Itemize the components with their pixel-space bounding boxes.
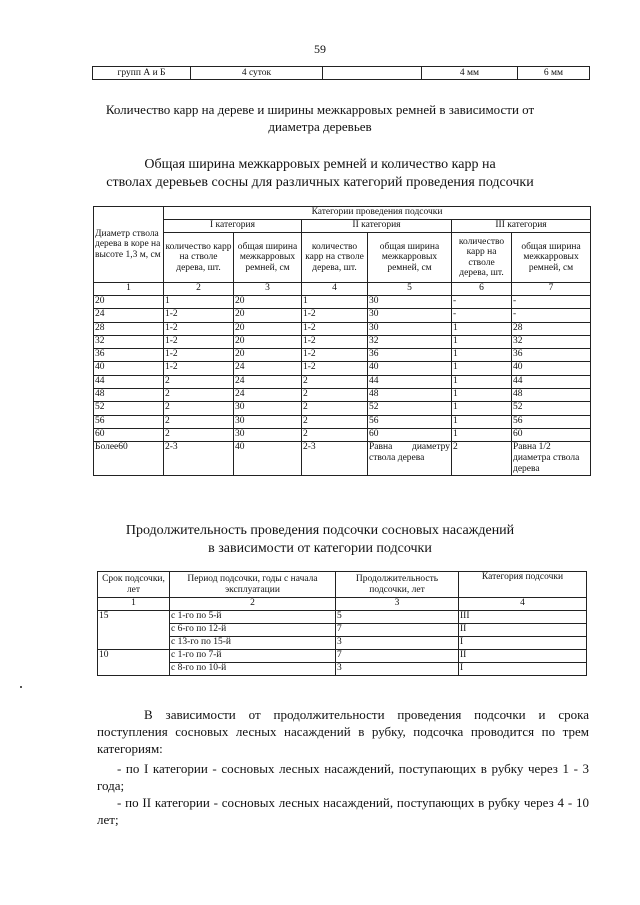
table-cell: 36: [368, 349, 452, 362]
scan-dot: [20, 686, 22, 688]
table-row: [94, 402, 591, 415]
section-heading-diameter: [70, 101, 570, 135]
table-cell: 60: [368, 428, 452, 441]
table-row: [94, 389, 591, 402]
table-row: [94, 322, 591, 335]
table-cell: 36: [512, 349, 591, 362]
table-cell: 3: [336, 637, 459, 650]
count-header: количество карр на стволе дерева, шт.: [302, 233, 368, 283]
column-number: 1: [98, 598, 170, 611]
table-cell: с 13-го по 15-й: [170, 637, 336, 650]
count-header: количество карр на стволе дерева, шт.: [452, 233, 512, 283]
table-cell: 1-2: [164, 322, 234, 335]
width-header: общая ширина межкарровых ремней, см: [368, 233, 452, 283]
table-cell: 2: [302, 402, 368, 415]
table-cell: 1-2: [164, 309, 234, 322]
table-cell: 56: [368, 415, 452, 428]
table-cell: 28: [94, 322, 164, 335]
paragraph-text: - по II категории - сосновых лесных насаждений, поступающих в рубку через 4 - 10 лет;: [97, 795, 589, 827]
table-cell: 52: [94, 402, 164, 415]
table-cell: 2: [452, 442, 512, 476]
width-header: общая ширина межкарровых ремней, см: [512, 233, 591, 283]
table-cell: 4 суток: [191, 67, 323, 80]
table-cell: 40: [234, 442, 302, 476]
table-cell: I: [459, 663, 587, 676]
table-cell: 48: [94, 389, 164, 402]
column-number: 4: [459, 598, 587, 611]
table-cell: 2: [164, 402, 234, 415]
table-cell: 48: [368, 389, 452, 402]
table-cell: 52: [368, 402, 452, 415]
table-cell: II: [459, 650, 587, 663]
table-cell: 5: [336, 611, 459, 624]
table-cell: 1: [452, 362, 512, 375]
paragraph-category-2: [97, 794, 589, 828]
table-cell: 20: [234, 349, 302, 362]
table-row: [94, 428, 591, 441]
table-title-belt-width: [70, 156, 570, 192]
table-cell: 2: [164, 415, 234, 428]
tapping-categories-table: [93, 206, 591, 476]
table-cell: 1: [452, 415, 512, 428]
table-title-duration: [70, 522, 570, 558]
table-cell: 32: [94, 335, 164, 348]
tapping-duration-table: [97, 571, 587, 676]
table-cell: 20: [234, 296, 302, 309]
width-header: общая ширина межкарровых ремней, см: [234, 233, 302, 283]
heading-line: Общая ширина межкарровых ремней и количество карр на: [144, 157, 496, 172]
table-row: [98, 650, 587, 663]
table-cell: 40: [94, 362, 164, 375]
table-cell: II: [459, 624, 587, 637]
table-cell: 3: [336, 663, 459, 676]
table-cell: 20: [94, 296, 164, 309]
diameter-header: Диаметр ствола дерева в коре на высоте 1,3 м, см: [94, 207, 164, 283]
table-cell: 6 мм: [518, 67, 590, 80]
table-cell: 60: [512, 428, 591, 441]
heading-line: в зависимости от категории подсочки: [208, 541, 432, 556]
table-cell: 1-2: [164, 349, 234, 362]
table-cell: 40: [512, 362, 591, 375]
page-number: 59: [314, 42, 326, 56]
table-row: [94, 362, 591, 375]
column-number: 2: [164, 283, 234, 296]
table-cell: 30: [234, 415, 302, 428]
table-cell: 32: [512, 335, 591, 348]
column-number: 7: [512, 283, 591, 296]
table-cell: 32: [368, 335, 452, 348]
table-cell: 1: [452, 322, 512, 335]
table-cell: 1-2: [302, 349, 368, 362]
table-cell: 2: [302, 428, 368, 441]
table-row: [94, 335, 591, 348]
table-cell: 24: [234, 362, 302, 375]
table-cell: 2: [164, 428, 234, 441]
table-cell: 1-2: [302, 335, 368, 348]
table-cell: 1: [452, 375, 512, 388]
table-cell: с 1-го по 5-й: [170, 611, 336, 624]
table-cell: 24: [234, 375, 302, 388]
column-number: 1: [94, 283, 164, 296]
paragraph-category-1: [97, 760, 589, 794]
categories-header: Категории проведения подсочки: [164, 207, 591, 220]
table-cell: -: [452, 296, 512, 309]
table-row: [94, 442, 591, 476]
table-cell: 44: [94, 375, 164, 388]
heading-line: Продолжительность проведения подсочки сосновых насаждений: [125, 523, 515, 538]
table-cell: 24: [234, 389, 302, 402]
table-header-row: [94, 207, 591, 220]
table-cell: 60: [94, 428, 164, 441]
table-cell: 20: [234, 335, 302, 348]
table-cell: Более60: [94, 442, 164, 476]
column-number: 5: [368, 283, 452, 296]
table-cell: 2: [164, 375, 234, 388]
table-cell: 2: [164, 389, 234, 402]
table-cell: 2: [302, 415, 368, 428]
column-number: 6: [452, 283, 512, 296]
table-cell: 2-3: [302, 442, 368, 476]
table-row: [98, 663, 587, 676]
table-cell: 2: [302, 375, 368, 388]
top-table: [92, 66, 590, 80]
table-row: [94, 296, 591, 309]
heading-line: диаметра деревьев: [268, 119, 372, 134]
table-cell: 30: [234, 402, 302, 415]
column-number: 3: [234, 283, 302, 296]
table-cell: -: [512, 309, 591, 322]
table-row: [94, 349, 591, 362]
paragraph-text: - по I категории - сосновых лесных насаждений, поступающих в рубку через 1 - 3 года;: [97, 761, 589, 793]
table-cell: 48: [512, 389, 591, 402]
table-header-row: [98, 572, 587, 598]
table-cell: 56: [94, 415, 164, 428]
table-cell: 1-2: [164, 362, 234, 375]
table-cell: 44: [512, 375, 591, 388]
period-header: Период подсочки, годы с начала эксплуатации: [170, 572, 336, 598]
table-cell: 2-3: [164, 442, 234, 476]
category-header: Категория подсочки: [459, 572, 587, 598]
paragraph-text: В зависимости от продолжительности проведения подсочки и срока поступления сосновых лесных насаждений в рубку, подсочка проводится по трем категориям:: [97, 707, 589, 756]
count-header: количество карр на стволе дерева, шт.: [164, 233, 234, 283]
heading-line: стволах деревьев сосны для различных категорий проведения подсочки: [106, 175, 534, 190]
table-cell: 1: [452, 335, 512, 348]
table-row: [94, 375, 591, 388]
table-cell: 52: [512, 402, 591, 415]
column-number: 4: [302, 283, 368, 296]
table-cell: I: [459, 637, 587, 650]
column-number-row: [94, 283, 591, 296]
table-cell: [323, 67, 422, 80]
table-cell: 1: [452, 389, 512, 402]
table-row: [98, 637, 587, 650]
table-cell: 40: [368, 362, 452, 375]
table-header-row: [94, 233, 591, 283]
category-1-header: I категория: [164, 220, 302, 233]
column-number: 2: [170, 598, 336, 611]
category-3-header: III категория: [452, 220, 591, 233]
term-cell: 15: [98, 611, 170, 650]
term-header: Срок подсочки, лет: [98, 572, 170, 598]
duration-header: Продолжительность подсочки, лет: [336, 572, 459, 598]
table-row: [98, 624, 587, 637]
table-cell: 4 мм: [422, 67, 518, 80]
table-cell: 20: [234, 322, 302, 335]
table-cell: 1-2: [302, 362, 368, 375]
table-cell: -: [452, 309, 512, 322]
table-cell: 1: [452, 349, 512, 362]
table-row: [94, 309, 591, 322]
column-number-row: [98, 598, 587, 611]
table-cell: групп А и Б: [93, 67, 191, 80]
table-row: [93, 67, 590, 80]
table-cell: 30: [368, 309, 452, 322]
table-cell: 44: [368, 375, 452, 388]
table-cell: с 1-го по 7-й: [170, 650, 336, 663]
table-cell: Равна диаметру ствола дерева: [368, 442, 452, 476]
table-cell: -: [512, 296, 591, 309]
table-cell: 56: [512, 415, 591, 428]
table-header-row: [94, 220, 591, 233]
table-cell: 7: [336, 650, 459, 663]
table-cell: 1-2: [302, 309, 368, 322]
table-cell: 1-2: [164, 335, 234, 348]
table-cell: 20: [234, 309, 302, 322]
table-cell: 1: [452, 428, 512, 441]
table-cell: 28: [512, 322, 591, 335]
table-row: [94, 415, 591, 428]
table-cell: с 6-го по 12-й: [170, 624, 336, 637]
table-cell: 24: [94, 309, 164, 322]
table-cell: 1: [452, 402, 512, 415]
table-row: [98, 611, 587, 624]
table-cell: 1: [164, 296, 234, 309]
table-cell: 30: [234, 428, 302, 441]
table-cell: 36: [94, 349, 164, 362]
table-cell: 1-2: [302, 322, 368, 335]
table-cell: 2: [302, 389, 368, 402]
table-cell: 30: [368, 322, 452, 335]
table-cell: с 8-го по 10-й: [170, 663, 336, 676]
table-cell: 7: [336, 624, 459, 637]
heading-line: Количество карр на дереве и ширины межкарровых ремней в зависимости от: [105, 102, 535, 117]
table-cell: 1: [302, 296, 368, 309]
column-number: 3: [336, 598, 459, 611]
category-2-header: II категория: [302, 220, 452, 233]
term-cell: 10: [98, 650, 170, 676]
table-cell: III: [459, 611, 587, 624]
table-cell: 30: [368, 296, 452, 309]
paragraph-intro: [97, 706, 589, 757]
table-cell: Равна 1/2 диаметра ствола дерева: [512, 442, 591, 476]
